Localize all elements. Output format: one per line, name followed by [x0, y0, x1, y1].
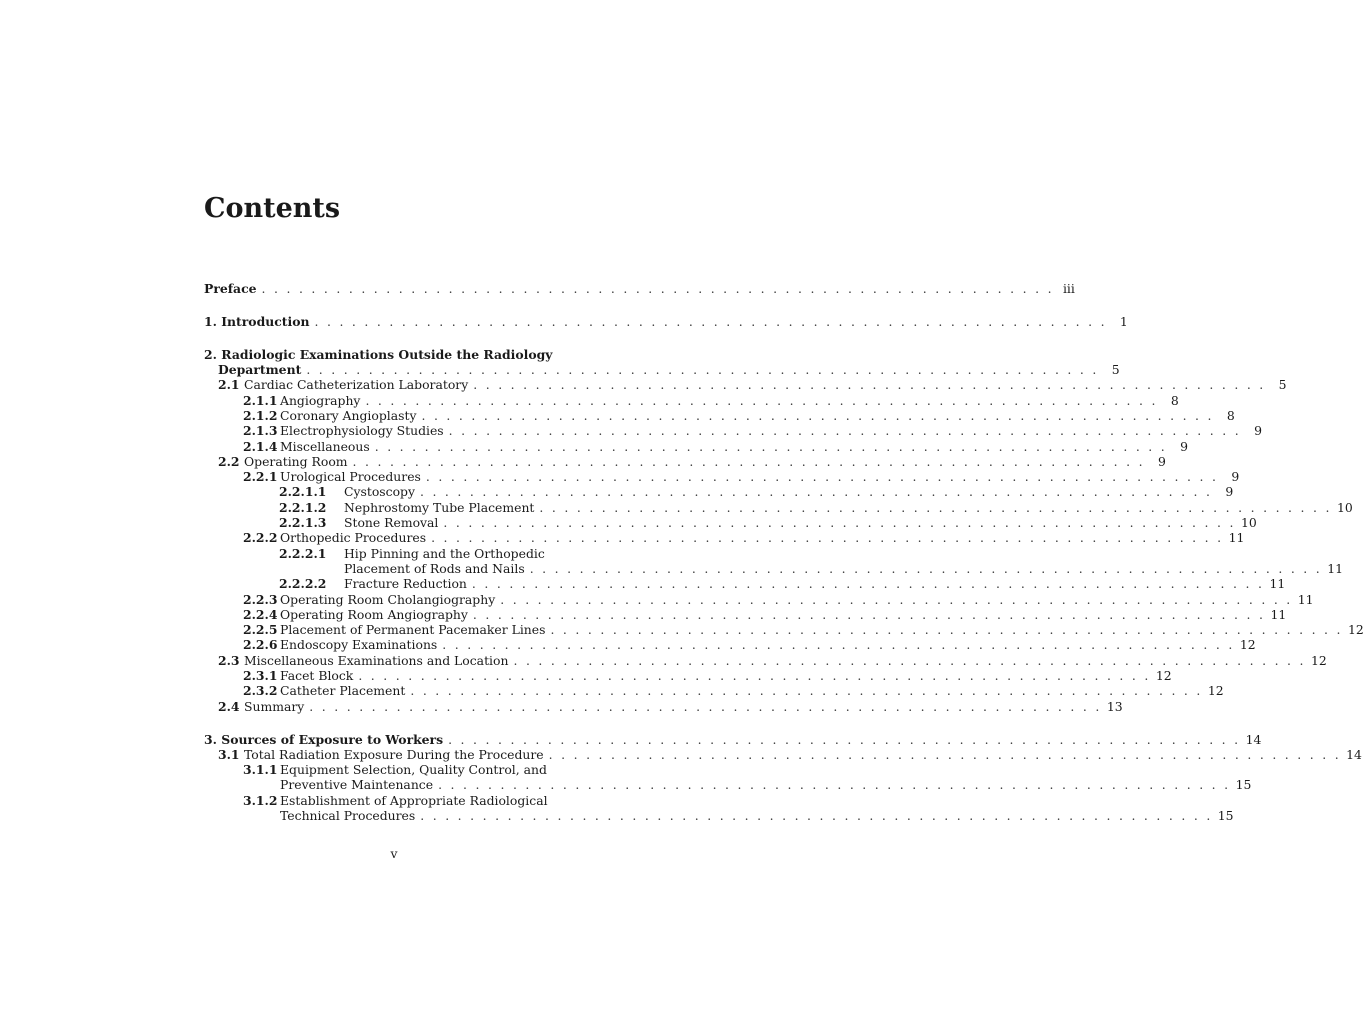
toc-entry-number: 2.2.2.2	[279, 576, 327, 592]
toc-entry-title: Total Radiation Exposure During the Procedure	[244, 746, 544, 762]
toc-entry-page: 12	[1155, 668, 1172, 684]
dot-leader: . . . . . . . . . . . . . . . . . . . . . . . . . . . . . . . . . . . . . . . . . . . . . . . . . . . . . . . . . . . . . . . .	[420, 807, 1213, 823]
toc-entry-number: 3.1.1	[243, 762, 278, 778]
toc-entry-title: Preface	[204, 281, 257, 296]
toc-entry-page: 10	[1240, 515, 1257, 531]
toc-entry-page: 5	[1278, 377, 1287, 393]
toc-entry-number: 2.1.2	[243, 407, 278, 423]
toc-entry	[204, 668, 1172, 684]
toc-entry-number: 2.3.2	[243, 683, 278, 699]
toc-entry	[204, 392, 1179, 408]
toc-entry-number: 2.2.3	[243, 591, 278, 607]
toc-entry-number: 2.1.4	[243, 438, 278, 454]
toc-entry-number: 2.2	[218, 453, 240, 469]
toc-entry	[204, 546, 584, 561]
toc-entry-page: 12	[1207, 683, 1224, 699]
toc-entry-number: 2.2.2.1	[279, 545, 327, 561]
toc-entry	[204, 423, 1262, 439]
dot-leader: . . . . . . . . . . . . . . . . . . . . . . . . . . . . . . . . . . . . . . . . . . . . . . . . . . . . . . . . . . . . . . . .	[448, 423, 1241, 439]
dot-leader: . . . . . . . . . . . . . . . . . . . . . . . . . . . . . . . . . . . . . . . . . . . . . . . . . . . . . . . . . . . . . . . .	[352, 453, 1145, 469]
toc-entry-page: 12	[1239, 637, 1256, 653]
toc-entry	[204, 591, 1314, 607]
toc-entry-page: 11	[1297, 591, 1314, 607]
toc-entry-page: 9	[1225, 484, 1234, 500]
dot-leader: . . . . . . . . . . . . . . . . . . . . . . . . . . . . . . . . . . . . . . . . . . . . . . . . . . . . . . . . . . . . . . . .	[365, 392, 1158, 408]
toc-entry-title: Preventive Maintenance	[280, 777, 434, 793]
toc-entry-title: Miscellaneous	[280, 438, 370, 454]
toc-entry-number: 2.1	[218, 377, 240, 393]
toc-entry-title: Cardiac Catheterization Laboratory	[244, 377, 469, 393]
toc-entry	[204, 377, 1287, 393]
toc-entry	[204, 453, 1166, 469]
dot-leader: . . . . . . . . . . . . . . . . . . . . . . . . . . . . . . . . . . . . . . . . . . . . . . . . . . . . . . . . . . . . . . . .	[443, 515, 1236, 531]
dot-leader: . . . . . . . . . . . . . . . . . . . . . . . . . . . . . . . . . . . . . . . . . . . . . . . . . . . . . . . . . . . . . . . .	[471, 576, 1265, 592]
toc-entry-title: 1. Introduction	[204, 313, 310, 329]
toc-entry-number: 2.2.1	[243, 469, 278, 485]
toc-entry-number: 2.3.1	[243, 668, 278, 684]
toc-entry-page: 9	[1180, 438, 1189, 454]
toc-entry-page: 8	[1170, 392, 1179, 408]
toc-entry-title: 3. Sources of Exposure to Workers	[204, 731, 444, 747]
toc-entry	[204, 407, 1235, 423]
toc-entry-page: 8	[1226, 407, 1235, 423]
toc-entry-page: 11	[1228, 530, 1245, 546]
toc-entry-title: Endoscopy Examinations	[280, 637, 438, 653]
toc-entry-page: 10	[1336, 499, 1353, 515]
toc-entry-number: 2.2.1.1	[279, 484, 327, 500]
toc-entry	[204, 499, 1353, 515]
toc-entry	[204, 683, 1224, 699]
toc-entry-page: 15	[1235, 777, 1252, 793]
toc-entry	[204, 438, 1189, 454]
dot-leader: . . . . . . . . . . . . . . . . . . . . . . . . . . . . . . . . . . . . . . . . . . . . . . . . . . . . . . . . . . . . . . . .	[438, 777, 1231, 793]
dot-leader: . . . . . . . . . . . . . . . . . . . . . . . . . . . . . . . . . . . . . . . . . . . . . . . . . . . . . . . . . . . . . . . .	[306, 362, 1099, 378]
page-number: v	[390, 846, 398, 861]
toc-entry-title: Department	[218, 362, 302, 378]
dot-leader: . . . . . . . . . . . . . . . . . . . . . . . . . . . . . . . . . . . . . . . . . . . . . . . . . . . . . . . . . . . . . . . .	[442, 637, 1235, 653]
toc-entry-title: Stone Removal	[344, 515, 439, 531]
toc-entry-number: 2.2.5	[243, 622, 278, 638]
toc-entry-title: Urological Procedures	[280, 469, 421, 485]
dot-leader: . . . . . . . . . . . . . . . . . . . . . . . . . . . . . . . . . . . . . . . . . . . . . . . . . . . . . . . . . . . . . . . .	[550, 622, 1343, 638]
toc-entry-title: Coronary Angioplasty	[280, 407, 417, 423]
toc-entry-title: Catheter Placement	[280, 683, 406, 699]
toc-entry	[204, 698, 1123, 714]
toc-entry	[204, 530, 1245, 546]
toc-entry	[204, 746, 1362, 762]
toc-entry-title: Miscellaneous Examinations and Location	[244, 652, 509, 668]
toc-entry	[204, 560, 1344, 576]
toc-entry	[204, 606, 1287, 622]
toc-entry-title: Technical Procedures	[280, 807, 416, 823]
dot-leader: . . . . . . . . . . . . . . . . . . . . . . . . . . . . . . . . . . . . . . . . . . . . . . . . . . . . . . . . . . . . . . . .	[261, 281, 1054, 296]
toc-entry-page: 9	[1231, 469, 1240, 485]
toc-entry-title: Electrophysiology Studies	[280, 423, 444, 439]
toc-entry-title: Hip Pinning and the Orthopedic	[344, 545, 545, 561]
toc-entry	[204, 281, 1075, 296]
toc-entry	[204, 347, 584, 362]
toc-entry	[204, 515, 1257, 531]
toc-entry	[204, 362, 1120, 378]
dot-leader: . . . . . . . . . . . . . . . . . . . . . . . . . . . . . . . . . . . . . . . . . . . . . . . . . . . . . . . . . . . . . . . .	[472, 606, 1266, 622]
toc-entry	[204, 576, 1286, 592]
toc-entry-number: 3.1	[218, 746, 240, 762]
toc-entry-number: 2.1.3	[243, 423, 278, 439]
toc-entry-page: 15	[1217, 807, 1234, 823]
toc-entry	[204, 762, 584, 777]
toc-entry-number: 2.2.1.3	[279, 515, 327, 531]
toc-entry-page: 11	[1327, 560, 1344, 576]
toc-entry-title: Summary	[244, 698, 305, 714]
dot-leader: . . . . . . . . . . . . . . . . . . . . . . . . . . . . . . . . . . . . . . . . . . . . . . . . . . . . . . . . . . . . . . . .	[548, 746, 1341, 762]
dot-leader: . . . . . . . . . . . . . . . . . . . . . . . . . . . . . . . . . . . . . . . . . . . . . . . . . . . . . . . . . . . . . . . .	[410, 683, 1203, 699]
toc-entry-page: 12	[1347, 622, 1364, 638]
dot-leader: . . . . . . . . . . . . . . . . . . . . . . . . . . . . . . . . . . . . . . . . . . . . . . . . . . . . . . . . . . . . . . . .	[419, 484, 1213, 500]
toc-entry-page: iii	[1062, 281, 1075, 296]
page-title: Contents	[204, 193, 341, 224]
toc-entry-page: 9	[1157, 453, 1166, 469]
dot-leader: . . . . . . . . . . . . . . . . . . . . . . . . . . . . . . . . . . . . . . . . . . . . . . . . . . . . . . . . . . . . . . . .	[431, 530, 1224, 546]
toc-entry	[204, 777, 1252, 793]
toc-entry-title: Cystoscopy	[344, 484, 415, 500]
toc-entry-number: 2.1.1	[243, 392, 278, 408]
dot-leader: . . . . . . . . . . . . . . . . . . . . . . . . . . . . . . . . . . . . . . . . . . . . . . . . . . . . . . . . . . . . . . . .	[529, 560, 1323, 576]
toc-entry	[204, 793, 584, 808]
toc-entry-page: 14	[1346, 746, 1362, 762]
toc-entry	[204, 313, 1128, 329]
toc-entry-page: 11	[1270, 606, 1287, 622]
toc-entry-title: Operating Room Angiography	[280, 606, 468, 622]
dot-leader: . . . . . . . . . . . . . . . . . . . . . . . . . . . . . . . . . . . . . . . . . . . . . . . . . . . . . . . . . . . . . . . .	[421, 407, 1214, 423]
dot-leader: . . . . . . . . . . . . . . . . . . . . . . . . . . . . . . . . . . . . . . . . . . . . . . . . . . . . . . . . . . . . . . . .	[314, 313, 1107, 329]
dot-leader: . . . . . . . . . . . . . . . . . . . . . . . . . . . . . . . . . . . . . . . . . . . . . . . . . . . . . . . . . . . . . . . .	[500, 591, 1293, 607]
toc-entry-page: 1	[1119, 313, 1128, 329]
toc-entry	[204, 469, 1240, 485]
toc-entry-page: 12	[1311, 652, 1327, 668]
toc-entry-title: Placement of Permanent Pacemaker Lines	[280, 622, 546, 638]
toc-entry	[204, 731, 1262, 747]
toc-entry-number: 3.1.2	[243, 792, 278, 808]
toc-entry-page: 5	[1111, 362, 1120, 378]
toc-entry-title: Fracture Reduction	[344, 576, 467, 592]
toc-entry-title: Equipment Selection, Quality Control, and	[280, 762, 547, 778]
dot-leader: . . . . . . . . . . . . . . . . . . . . . . . . . . . . . . . . . . . . . . . . . . . . . . . . . . . . . . . . . . . . . . . .	[473, 377, 1266, 393]
dot-leader: . . . . . . . . . . . . . . . . . . . . . . . . . . . . . . . . . . . . . . . . . . . . . . . . . . . . . . . . . . . . . . . .	[374, 438, 1168, 454]
toc-entry-title: Angiography	[280, 392, 361, 408]
dot-leader: . . . . . . . . . . . . . . . . . . . . . . . . . . . . . . . . . . . . . . . . . . . . . . . . . . . . . . . . . . . . . . . .	[358, 668, 1151, 684]
toc-entry-title: Establishment of Appropriate Radiological	[280, 792, 548, 808]
toc-entry-number: 2.3	[218, 652, 240, 668]
table-of-contents	[204, 281, 1364, 823]
toc-entry-number: 2.4	[218, 698, 240, 714]
toc-entry-number: 2.2.1.2	[279, 499, 327, 515]
toc-entry-page: 13	[1106, 698, 1123, 714]
dot-leader: . . . . . . . . . . . . . . . . . . . . . . . . . . . . . . . . . . . . . . . . . . . . . . . . . . . . . . . . . . . . . . . .	[309, 698, 1102, 714]
toc-entry	[204, 622, 1364, 638]
toc-entry-number: 2.2.6	[243, 637, 278, 653]
toc-entry-title: Nephrostomy Tube Placement	[344, 499, 535, 515]
dot-leader: . . . . . . . . . . . . . . . . . . . . . . . . . . . . . . . . . . . . . . . . . . . . . . . . . . . . . . . . . . . . . . . .	[513, 652, 1306, 668]
toc-entry	[204, 807, 1234, 823]
toc-entry-title: Placement of Rods and Nails	[344, 560, 525, 576]
dot-leader: . . . . . . . . . . . . . . . . . . . . . . . . . . . . . . . . . . . . . . . . . . . . . . . . . . . . . . . . . . . . . . . .	[448, 731, 1241, 747]
toc-entry-title: Orthopedic Procedures	[280, 530, 427, 546]
toc-entry	[204, 484, 1234, 500]
toc-entry	[204, 652, 1327, 668]
dot-leader: . . . . . . . . . . . . . . . . . . . . . . . . . . . . . . . . . . . . . . . . . . . . . . . . . . . . . . . . . . . . . . . .	[425, 469, 1219, 485]
toc-entry-title: Operating Room	[244, 453, 348, 469]
toc-entry-title: 2. Radiologic Examinations Outside the Radiology	[204, 346, 553, 362]
toc-entry-page: 14	[1245, 731, 1262, 747]
toc-entry-number: 2.2.2	[243, 530, 278, 546]
toc-entry-title: Operating Room Cholangiography	[280, 591, 496, 607]
toc-entry-page: 11	[1269, 576, 1286, 592]
toc-entry-number: 2.2.4	[243, 606, 278, 622]
toc-entry	[204, 637, 1256, 653]
toc-entry-page: 9	[1254, 423, 1262, 439]
dot-leader: . . . . . . . . . . . . . . . . . . . . . . . . . . . . . . . . . . . . . . . . . . . . . . . . . . . . . . . . . . . . . . . .	[539, 499, 1332, 515]
toc-entry-title: Facet Block	[280, 668, 354, 684]
